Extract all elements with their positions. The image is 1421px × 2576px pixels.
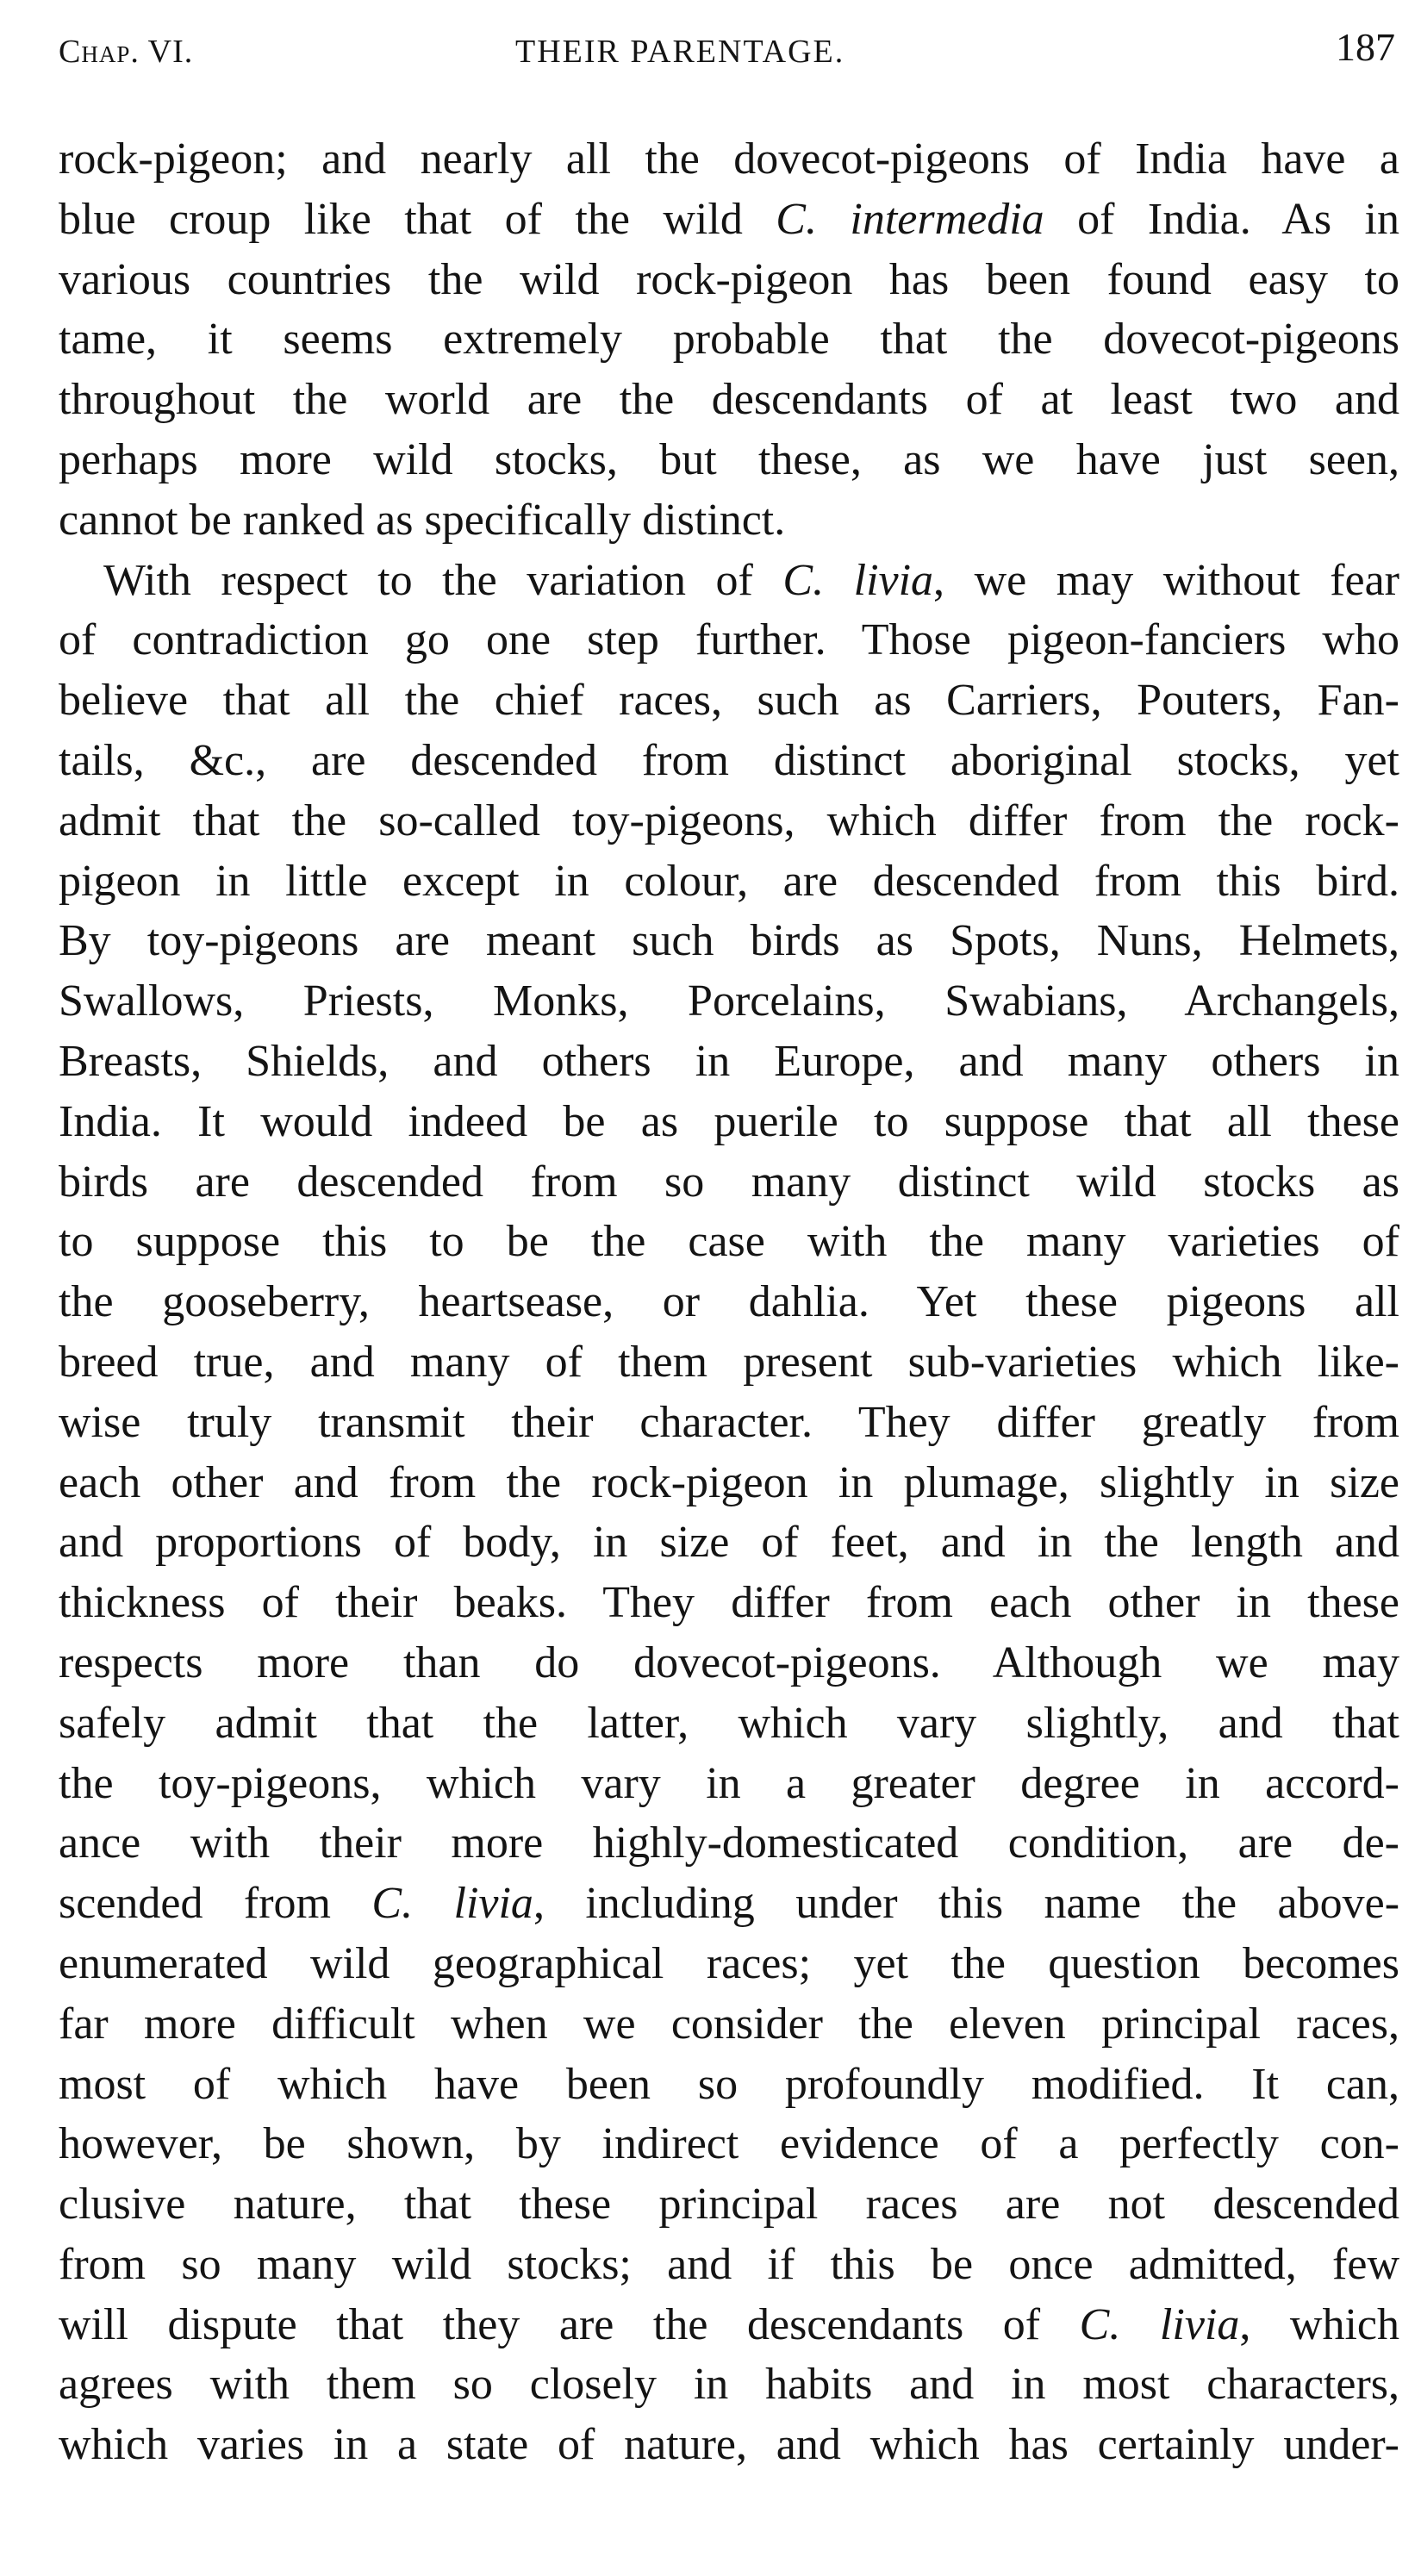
species-name: C. livia — [371, 1879, 533, 1929]
text-line: will dispute that they are the descendants of C. livia, which — [59, 2299, 1399, 2349]
text-line: pigeon in little except in colour, are descended from this bird. — [59, 856, 1399, 906]
text-line: tails, &c., are descended from distinct aboriginal stocks, yet — [59, 735, 1399, 785]
text-line: throughout the world are the descendants of at least two and — [59, 375, 1399, 425]
text-line: wise truly transmit their character. They differ greatly from — [59, 1397, 1399, 1447]
text-line: from so many wild stocks; and if this be once admitted, few — [59, 2239, 1399, 2289]
text-line: By toy-pigeons are meant such birds as Spots, Nuns, Helmets, — [59, 916, 1399, 966]
text-line: tame, it seems extremely probable that the dovecot-pigeons — [59, 315, 1399, 365]
text-line: believe that all the chief races, such as Carriers, Pouters, Fan- — [59, 676, 1399, 726]
text-line: to suppose this to be the case with the many varieties of — [59, 1217, 1399, 1267]
text-line: clusive nature, that these principal races are not descended — [59, 2180, 1399, 2230]
page-number: 187 — [1336, 25, 1395, 69]
text-line: respects more than do dovecot-pigeons. Although we may — [59, 1637, 1399, 1687]
text-line: ance with their more highly-domesticated condition, are de- — [59, 1818, 1399, 1868]
text-line: which varies in a state of nature, and which has certainly under- — [59, 2420, 1399, 2470]
body-text — [59, 129, 1399, 2475]
text-line: Breasts, Shields, and others in Europe, and many others in — [59, 1036, 1399, 1086]
text-line: however, be shown, by indirect evidence of a perfectly con- — [59, 2119, 1399, 2169]
species-name: C. livia — [1079, 2299, 1240, 2349]
text-line: rock-pigeon; and nearly all the dovecot-pigeons of India have a — [59, 134, 1399, 184]
paragraph — [59, 551, 1399, 2476]
text-line: and proportions of body, in size of feet, and in the length and — [59, 1518, 1399, 1568]
text-line: birds are descended from so many distinct wild stocks as — [59, 1157, 1399, 1207]
chapter-label: Chap. VI. — [59, 34, 194, 70]
text-line: of contradiction go one step further. Those pigeon-fanciers who — [59, 615, 1399, 665]
species-name: C. livia — [782, 555, 934, 605]
text-line: far more difficult when we consider the eleven principal races, — [59, 1999, 1399, 2049]
text-line: Swallows, Priests, Monks, Porcelains, Swabians, Archangels, — [59, 976, 1399, 1026]
text-line: breed true, and many of them present sub-varieties which like- — [59, 1337, 1399, 1387]
text-line: blue croup like that of the wild C. intermedia of India. As in — [59, 194, 1399, 244]
text-line: enumerated wild geographical races; yet the question becomes — [59, 1938, 1399, 1988]
text-line: various countries the wild rock-pigeon has been found easy to — [59, 254, 1399, 304]
text-line: the toy-pigeons, which vary in a greater degree in accord- — [59, 1758, 1399, 1808]
species-name: C. intermedia — [776, 194, 1044, 244]
text-line: safely admit that the latter, which vary slightly, and that — [59, 1698, 1399, 1748]
text-line: each other and from the rock-pigeon in plumage, slightly in size — [59, 1457, 1399, 1507]
text-line: scended from C. livia, including under this name the above- — [59, 1879, 1399, 1929]
running-title: THEIR PARENTAGE. — [515, 34, 845, 70]
text-line: the gooseberry, heartsease, or dahlia. Yet these pigeons all — [59, 1277, 1399, 1327]
text-line: most of which have been so profoundly modified. It can, — [59, 2059, 1399, 2109]
text-line: With respect to the variation of C. livia, we may without fear — [103, 555, 1399, 605]
paragraph — [59, 129, 1399, 551]
text-line: thickness of their beaks. They differ from each other in these — [59, 1578, 1399, 1628]
text-line: agrees with them so closely in habits and in most characters, — [59, 2360, 1399, 2410]
text-line: admit that the so-called toy-pigeons, which differ from the rock- — [59, 795, 1399, 845]
text-line: India. It would indeed be as puerile to suppose that all these — [59, 1096, 1399, 1146]
text-line: cannot be ranked as specifically distinct. — [59, 495, 786, 545]
text-line: perhaps more wild stocks, but these, as we have just seen, — [59, 434, 1399, 484]
page-header — [59, 24, 1395, 79]
